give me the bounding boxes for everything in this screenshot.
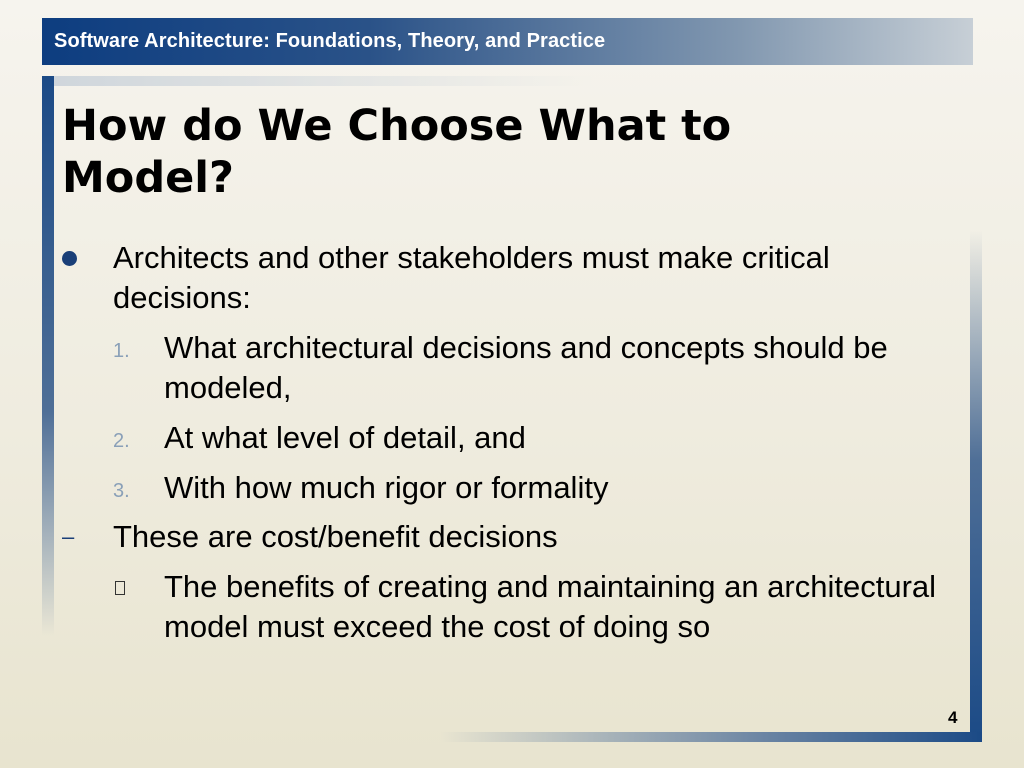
list-item-text: At what level of detail, and [164,420,526,455]
bullet-text: These are cost/benefit decisions [113,519,558,554]
frame-right-accent [970,230,982,742]
header-title: Software Architecture: Foundations, Theory, and Practice [54,30,606,52]
header-bar [42,18,973,65]
list-item-text: What architectural decisions and concepts should be modeled, [164,330,888,405]
dash-marker-icon: – [62,524,75,549]
page-number: 4 [948,708,958,727]
sub-bullet-text: The benefits of creating and maintaining an architectural model must exceed the cost of doing so [164,569,937,644]
frame-bottom-accent [440,732,982,742]
frame-left-accent [42,76,54,636]
bullet-dot-icon [62,251,77,266]
slide-title: How do We Choose What to Model? [62,101,732,203]
bullet-text: Architects and other stakeholders must make critical decisions: [113,240,830,315]
list-number: 2. [113,430,130,452]
list-item-text: With how much rigor or formality [164,470,609,505]
missing-glyph-icon [115,581,125,595]
frame-top-accent [54,76,594,86]
list-number: 1. [113,340,130,362]
list-number: 3. [113,480,130,502]
